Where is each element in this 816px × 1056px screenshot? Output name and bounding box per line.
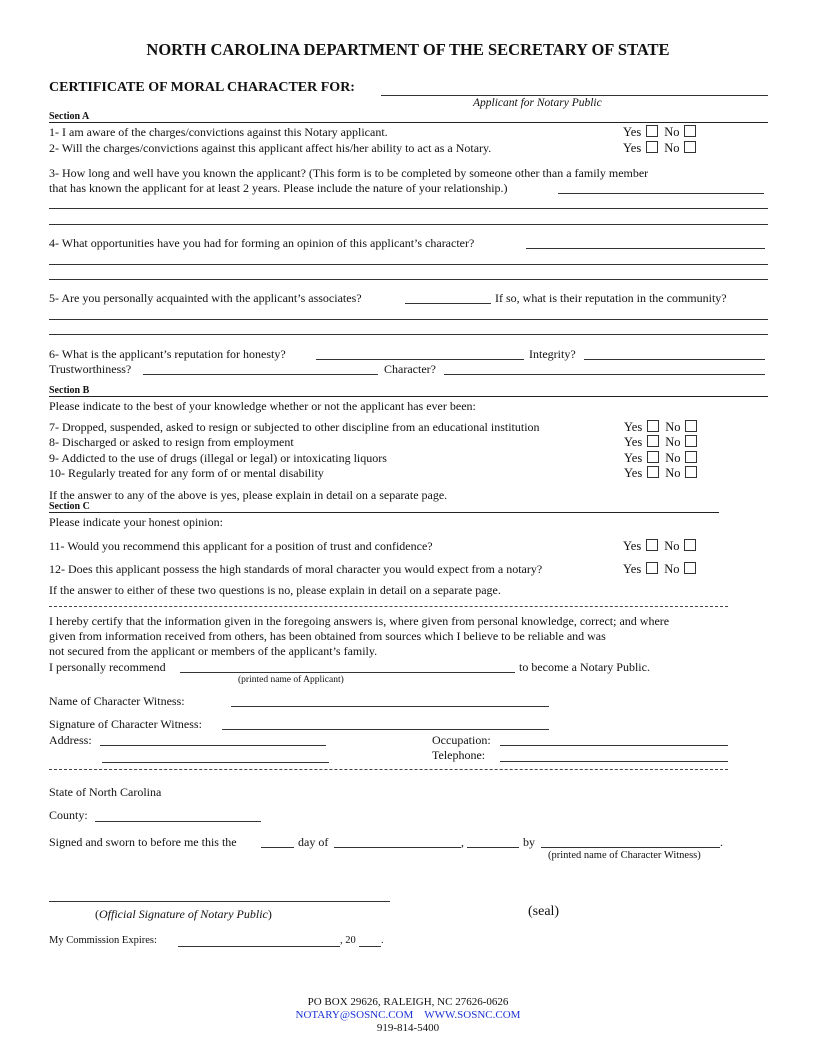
no-label: No bbox=[664, 562, 680, 576]
certify-line3: not secured from the applicant or members of the applicant’s family. bbox=[49, 644, 378, 658]
q9-no-checkbox[interactable] bbox=[685, 451, 697, 463]
q12-yes-checkbox[interactable] bbox=[646, 562, 658, 574]
separator bbox=[49, 769, 728, 770]
q2-yes-no bbox=[623, 141, 702, 156]
section-c-intro: Please indicate your honest opinion: bbox=[49, 515, 223, 529]
day-field[interactable] bbox=[261, 847, 294, 848]
q2-yes-checkbox[interactable] bbox=[646, 141, 658, 153]
question-12: 12- Does this applicant possess the high standards of moral character you would expect from a notary? bbox=[49, 562, 543, 576]
q9-yes-no bbox=[624, 451, 703, 466]
question-10: 10- Regularly treated for any form of or mental disability bbox=[49, 466, 324, 480]
q5-answer-line[interactable] bbox=[49, 319, 768, 320]
section-a-rule bbox=[49, 122, 768, 123]
q7-yes-checkbox[interactable] bbox=[647, 420, 659, 432]
county-label: County: bbox=[49, 808, 88, 822]
witness-name-label: Name of Character Witness: bbox=[49, 694, 185, 708]
question-8: 8- Discharged or asked to resign from employment bbox=[49, 435, 294, 449]
section-c-note: If the answer to either of these two questions is no, please explain in detail on a separate page. bbox=[49, 583, 501, 597]
yes-label: Yes bbox=[624, 451, 643, 465]
q8-yes-checkbox[interactable] bbox=[647, 435, 659, 447]
address-field-2[interactable] bbox=[102, 762, 329, 763]
question-6-honesty: 6- What is the applicant’s reputation for honesty? bbox=[49, 347, 286, 361]
no-label: No bbox=[664, 539, 680, 553]
seal-label: (seal) bbox=[528, 904, 560, 919]
q4-answer-line[interactable] bbox=[526, 248, 765, 249]
section-b-label: Section B bbox=[49, 385, 90, 396]
q1-no-checkbox[interactable] bbox=[684, 125, 696, 137]
q8-yes-no bbox=[624, 435, 703, 450]
no-label: No bbox=[665, 451, 681, 465]
q2-no-checkbox[interactable] bbox=[684, 141, 696, 153]
yes-label: Yes bbox=[623, 539, 642, 553]
commission-year-field[interactable] bbox=[359, 946, 381, 947]
question-1: 1- I am aware of the charges/convictions against this Notary applicant. bbox=[49, 125, 388, 139]
question-6-character: Character? bbox=[384, 362, 436, 376]
q11-yes-no bbox=[623, 539, 702, 554]
address-field[interactable] bbox=[100, 745, 326, 746]
q10-no-checkbox[interactable] bbox=[685, 466, 697, 478]
occupation-label: Occupation: bbox=[432, 733, 491, 747]
trustworthiness-field[interactable] bbox=[143, 374, 378, 375]
telephone-field[interactable] bbox=[500, 761, 728, 762]
yes-label: Yes bbox=[624, 420, 643, 434]
no-label: No bbox=[665, 420, 681, 434]
section-c-rule bbox=[49, 512, 719, 513]
period: . bbox=[381, 935, 384, 946]
honesty-field[interactable] bbox=[316, 359, 524, 360]
q10-yes-checkbox[interactable] bbox=[647, 466, 659, 478]
witness-name-field[interactable] bbox=[231, 706, 549, 707]
official-signature-text: Official Signature of Notary Public bbox=[99, 907, 268, 921]
applicant-caption: Applicant for Notary Public bbox=[473, 97, 602, 109]
certify-line2: given from information received from others, has been obtained from sources which I believe to be reliable and was bbox=[49, 629, 606, 643]
year-prefix: , 20 bbox=[340, 935, 356, 946]
q3-answer-line[interactable] bbox=[49, 208, 768, 209]
notary-signature-field[interactable] bbox=[49, 901, 390, 902]
q4-answer-line[interactable] bbox=[49, 264, 768, 265]
printed-applicant-caption: (printed name of Applicant) bbox=[238, 675, 344, 685]
address-label: Address: bbox=[49, 733, 92, 747]
q4-answer-line[interactable] bbox=[49, 279, 768, 280]
official-signature-caption: (Official Signature of Notary Public) bbox=[95, 907, 272, 921]
no-label: No bbox=[664, 125, 680, 139]
occupation-field[interactable] bbox=[500, 745, 728, 746]
footer-phone: 919-814-5400 bbox=[376, 1022, 440, 1034]
q10-yes-no bbox=[624, 466, 703, 481]
q7-no-checkbox[interactable] bbox=[685, 420, 697, 432]
q8-no-checkbox[interactable] bbox=[685, 435, 697, 447]
no-label: No bbox=[665, 435, 681, 449]
q1-yes-no bbox=[623, 125, 702, 140]
footer-links bbox=[0, 1009, 816, 1021]
witness-printed-name-field[interactable] bbox=[541, 847, 720, 848]
signed-sworn-label: Signed and sworn to before me this the bbox=[49, 835, 237, 849]
q1-yes-checkbox[interactable] bbox=[646, 125, 658, 137]
q3-answer-line[interactable] bbox=[558, 193, 764, 194]
question-7: 7- Dropped, suspended, asked to resign or subjected to other discipline from an educational institution bbox=[49, 420, 540, 434]
q11-no-checkbox[interactable] bbox=[684, 539, 696, 551]
integrity-field[interactable] bbox=[584, 359, 765, 360]
witness-signature-field[interactable] bbox=[222, 729, 549, 730]
separator bbox=[49, 606, 728, 607]
state-label: State of North Carolina bbox=[49, 785, 162, 799]
question-11: 11- Would you recommend this applicant for a position of trust and confidence? bbox=[49, 539, 433, 553]
no-label: No bbox=[665, 466, 681, 480]
question-2: 2- Will the charges/convictions against this applicant affect his/her ability to act as a Notary. bbox=[49, 141, 492, 155]
section-b-rule bbox=[49, 396, 768, 397]
yes-label: Yes bbox=[623, 562, 642, 576]
website-link[interactable]: WWW.SOSNC.COM bbox=[424, 1009, 521, 1021]
q5-answer-line[interactable] bbox=[49, 334, 768, 335]
footer-address: PO BOX 29626, RALEIGH, NC 27626-0626 bbox=[307, 996, 509, 1008]
question-9: 9- Addicted to the use of drugs (illegal or legal) or intoxicating liquors bbox=[49, 451, 387, 465]
recommend-label: I personally recommend bbox=[49, 660, 166, 674]
section-b-note: If the answer to any of the above is yes, please explain in detail on a separate page. bbox=[49, 488, 448, 502]
question-4: 4- What opportunities have you had for forming an opinion of this applicant’s character? bbox=[49, 236, 475, 250]
email-link[interactable]: NOTARY@SOSNC.COM bbox=[295, 1009, 414, 1021]
question-5b: If so, what is their reputation in the community? bbox=[495, 291, 727, 305]
by-label: by bbox=[523, 835, 535, 849]
q7-yes-no bbox=[624, 420, 703, 435]
section-a-label: Section A bbox=[49, 111, 90, 122]
section-b-intro: Please indicate to the best of your knowledge whether or not the applicant has ever been: bbox=[49, 399, 476, 413]
q9-yes-checkbox[interactable] bbox=[647, 451, 659, 463]
printed-witness-caption: (printed name of Character Witness) bbox=[548, 850, 701, 861]
comma: , bbox=[461, 835, 464, 849]
telephone-label: Telephone: bbox=[432, 748, 486, 762]
yes-label: Yes bbox=[623, 125, 642, 139]
recommend-suffix: to become a Notary Public. bbox=[519, 660, 650, 674]
certificate-label: CERTIFICATE OF MORAL CHARACTER FOR: bbox=[49, 80, 355, 95]
q12-no-checkbox[interactable] bbox=[684, 562, 696, 574]
county-field[interactable] bbox=[95, 821, 261, 822]
no-label: No bbox=[664, 141, 680, 155]
certify-line1: I hereby certify that the information given in the foregoing answers is, where given from personal knowledge, correct; and where bbox=[49, 614, 670, 628]
applicant-name-field[interactable] bbox=[381, 95, 768, 96]
commission-label: My Commission Expires: bbox=[49, 935, 157, 946]
question-5a: 5- Are you personally acquainted with the applicant’s associates? bbox=[49, 291, 362, 305]
character-field[interactable] bbox=[444, 374, 765, 375]
section-c-label: Section C bbox=[49, 501, 90, 512]
witness-signature-label: Signature of Character Witness: bbox=[49, 717, 202, 731]
period: . bbox=[720, 835, 723, 849]
yes-label: Yes bbox=[624, 435, 643, 449]
q5-associates-field[interactable] bbox=[405, 303, 491, 304]
commission-date-field[interactable] bbox=[178, 946, 340, 947]
question-3-line2: that has known the applicant for at least 2 years. Please include the nature of your relationship.) bbox=[49, 181, 508, 195]
recommended-applicant-field[interactable] bbox=[180, 672, 515, 673]
day-of-label: day of bbox=[298, 835, 329, 849]
yes-label: Yes bbox=[623, 141, 642, 155]
question-6-trust: Trustworthiness? bbox=[49, 362, 132, 376]
month-field[interactable] bbox=[334, 847, 461, 848]
q3-answer-line[interactable] bbox=[49, 224, 768, 225]
yes-label: Yes bbox=[624, 466, 643, 480]
question-3-line1: 3- How long and well have you known the applicant? (This form is to be completed by someone other than a family member bbox=[49, 166, 649, 180]
page-title: NORTH CAROLINA DEPARTMENT OF THE SECRETARY OF STATE bbox=[146, 40, 670, 59]
year-field[interactable] bbox=[467, 847, 519, 848]
question-6-integrity: Integrity? bbox=[529, 347, 576, 361]
q11-yes-checkbox[interactable] bbox=[646, 539, 658, 551]
q12-yes-no bbox=[623, 562, 702, 577]
